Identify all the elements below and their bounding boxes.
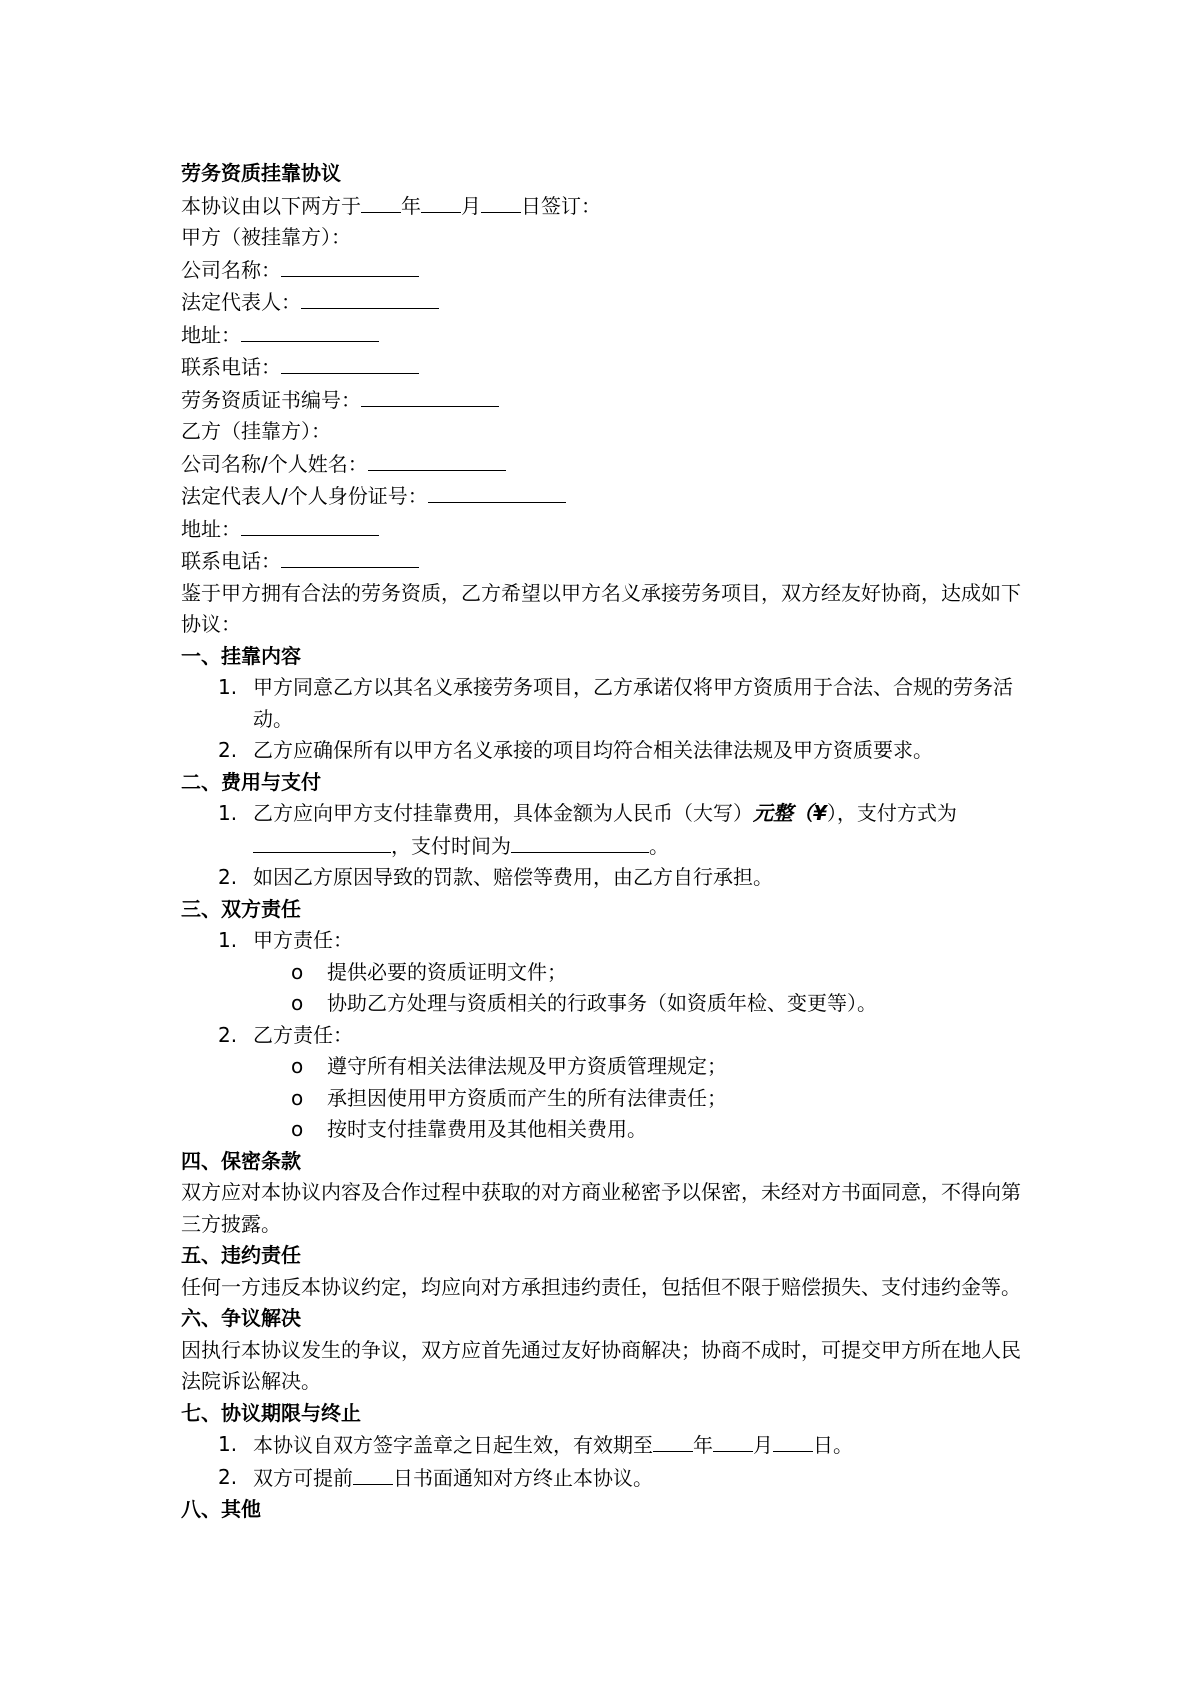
party-a-phone: 联系电话： xyxy=(181,351,1021,384)
party-a-cert: 劳务资质证书编号： xyxy=(181,384,1021,417)
section-4-text: 双方应对本协议内容及合作过程中获取的对方商业秘密予以保密，未经对方书面同意，不得向第三方披露。 xyxy=(181,1180,1021,1236)
expiry-day-blank xyxy=(773,1429,813,1452)
party-b-heading: 乙方（挂靠方）： xyxy=(181,419,331,443)
section-7-item-1: 1. 本协议自双方签字盖章之日起生效，有效期至 年 月 日。 xyxy=(181,1429,1021,1462)
amount-bold-text: 元整（¥ xyxy=(753,801,827,825)
section-5-title: 五、违约责任 xyxy=(181,1243,301,1267)
party-a-phone-blank xyxy=(281,351,419,374)
section-3-sub-item: o 承担因使用甲方资质而产生的所有法律责任； xyxy=(181,1083,1021,1115)
party-a-cert-blank xyxy=(361,384,499,407)
bullet-icon: o xyxy=(291,991,304,1015)
bullet-icon: o xyxy=(291,1054,304,1078)
party-a-address: 地址： xyxy=(181,319,1021,352)
party-a-company-blank xyxy=(281,254,419,277)
party-b-address-blank xyxy=(241,513,379,536)
party-b-rep-blank xyxy=(428,480,566,503)
year-blank xyxy=(361,190,401,213)
section-3-sub-item: o 提供必要的资质证明文件； xyxy=(181,957,1021,989)
section-1-item-1: 1. 甲方同意乙方以其名义承接劳务项目，乙方承诺仅将甲方资质用于合法、合规的劳务活动。 xyxy=(218,675,1013,731)
party-a-rep: 法定代表人： xyxy=(181,286,1021,319)
preamble-paragraph: 鉴于甲方拥有合法的劳务资质，乙方希望以甲方名义承接劳务项目，双方经友好协商，达成如下协议： xyxy=(181,580,1021,636)
section-3-sub-item: o 遵守所有相关法律法规及甲方资质管理规定； xyxy=(181,1051,1021,1083)
section-5-text: 任何一方违反本协议约定，均应向对方承担违约责任，包括但不限于赔偿损失、支付违约金等。 xyxy=(181,1274,1021,1299)
section-3-sub-item: o 按时支付挂靠费用及其他相关费用。 xyxy=(181,1114,1021,1146)
party-a-rep-blank xyxy=(301,286,439,309)
expiry-year-blank xyxy=(653,1429,693,1452)
month-blank xyxy=(421,190,461,213)
party-b-phone-blank xyxy=(281,545,419,568)
bullet-icon: o xyxy=(291,1117,304,1141)
party-b-company: 公司名称/个人姓名： xyxy=(181,448,1021,481)
party-b-phone: 联系电话： xyxy=(181,545,1021,578)
intro-line: 本协议由以下两方于 年 月 日签订： xyxy=(181,190,1021,223)
section-1-title: 一、挂靠内容 xyxy=(181,643,301,668)
section-7-item-2: 2. 双方可提前 日书面通知对方终止本协议。 xyxy=(181,1462,1021,1495)
bullet-icon: o xyxy=(291,1085,304,1110)
section-2-title: 二、费用与支付 xyxy=(181,769,321,794)
payment-method-blank xyxy=(253,830,391,853)
bullet-icon: o xyxy=(291,959,304,984)
document-title: 劳务资质挂靠协议 xyxy=(181,161,341,185)
document-page xyxy=(181,158,1021,1526)
section-3-item-2: 2. 乙方责任： xyxy=(218,1022,353,1047)
section-3-title: 三、双方责任 xyxy=(181,896,301,921)
notice-days-blank xyxy=(353,1462,393,1485)
party-a-company: 公司名称： xyxy=(181,254,1021,287)
party-b-rep: 法定代表人/个人身份证号： xyxy=(181,480,1021,513)
section-8-title: 八、其他 xyxy=(181,1497,261,1521)
day-blank xyxy=(481,190,521,213)
section-4-title: 四、保密条款 xyxy=(181,1148,301,1173)
section-3-item-1: 1. 甲方责任： xyxy=(218,928,353,952)
section-6-text: 因执行本协议发生的争议，双方应首先通过友好协商解决；协商不成时，可提交甲方所在地人民法院诉讼解决。 xyxy=(181,1337,1021,1393)
party-a-address-blank xyxy=(241,319,379,342)
section-7-title: 七、协议期限与终止 xyxy=(181,1400,361,1425)
section-3-sub-item: o 协助乙方处理与资质相关的行政事务（如资质年检、变更等）。 xyxy=(181,988,1021,1020)
section-1-item-2: 2. 乙方应确保所有以甲方名义承接的项目均符合相关法律法规及甲方资质要求。 xyxy=(218,738,933,762)
section-2-item-1: 1. 乙方应向甲方支付挂靠费用，具体金额为人民币（大写）元整（¥），支付方式为 ，支付时间为 。 xyxy=(218,801,957,858)
party-b-company-blank xyxy=(368,448,506,471)
section-2-item-2: 2. 如因乙方原因导致的罚款、赔偿等费用，由乙方自行承担。 xyxy=(218,865,773,889)
party-b-address: 地址： xyxy=(181,513,1021,546)
section-6-title: 六、争议解决 xyxy=(181,1306,301,1330)
party-a-heading: 甲方（被挂靠方）： xyxy=(181,225,351,249)
expiry-month-blank xyxy=(713,1429,753,1452)
payment-time-blank xyxy=(511,830,649,853)
